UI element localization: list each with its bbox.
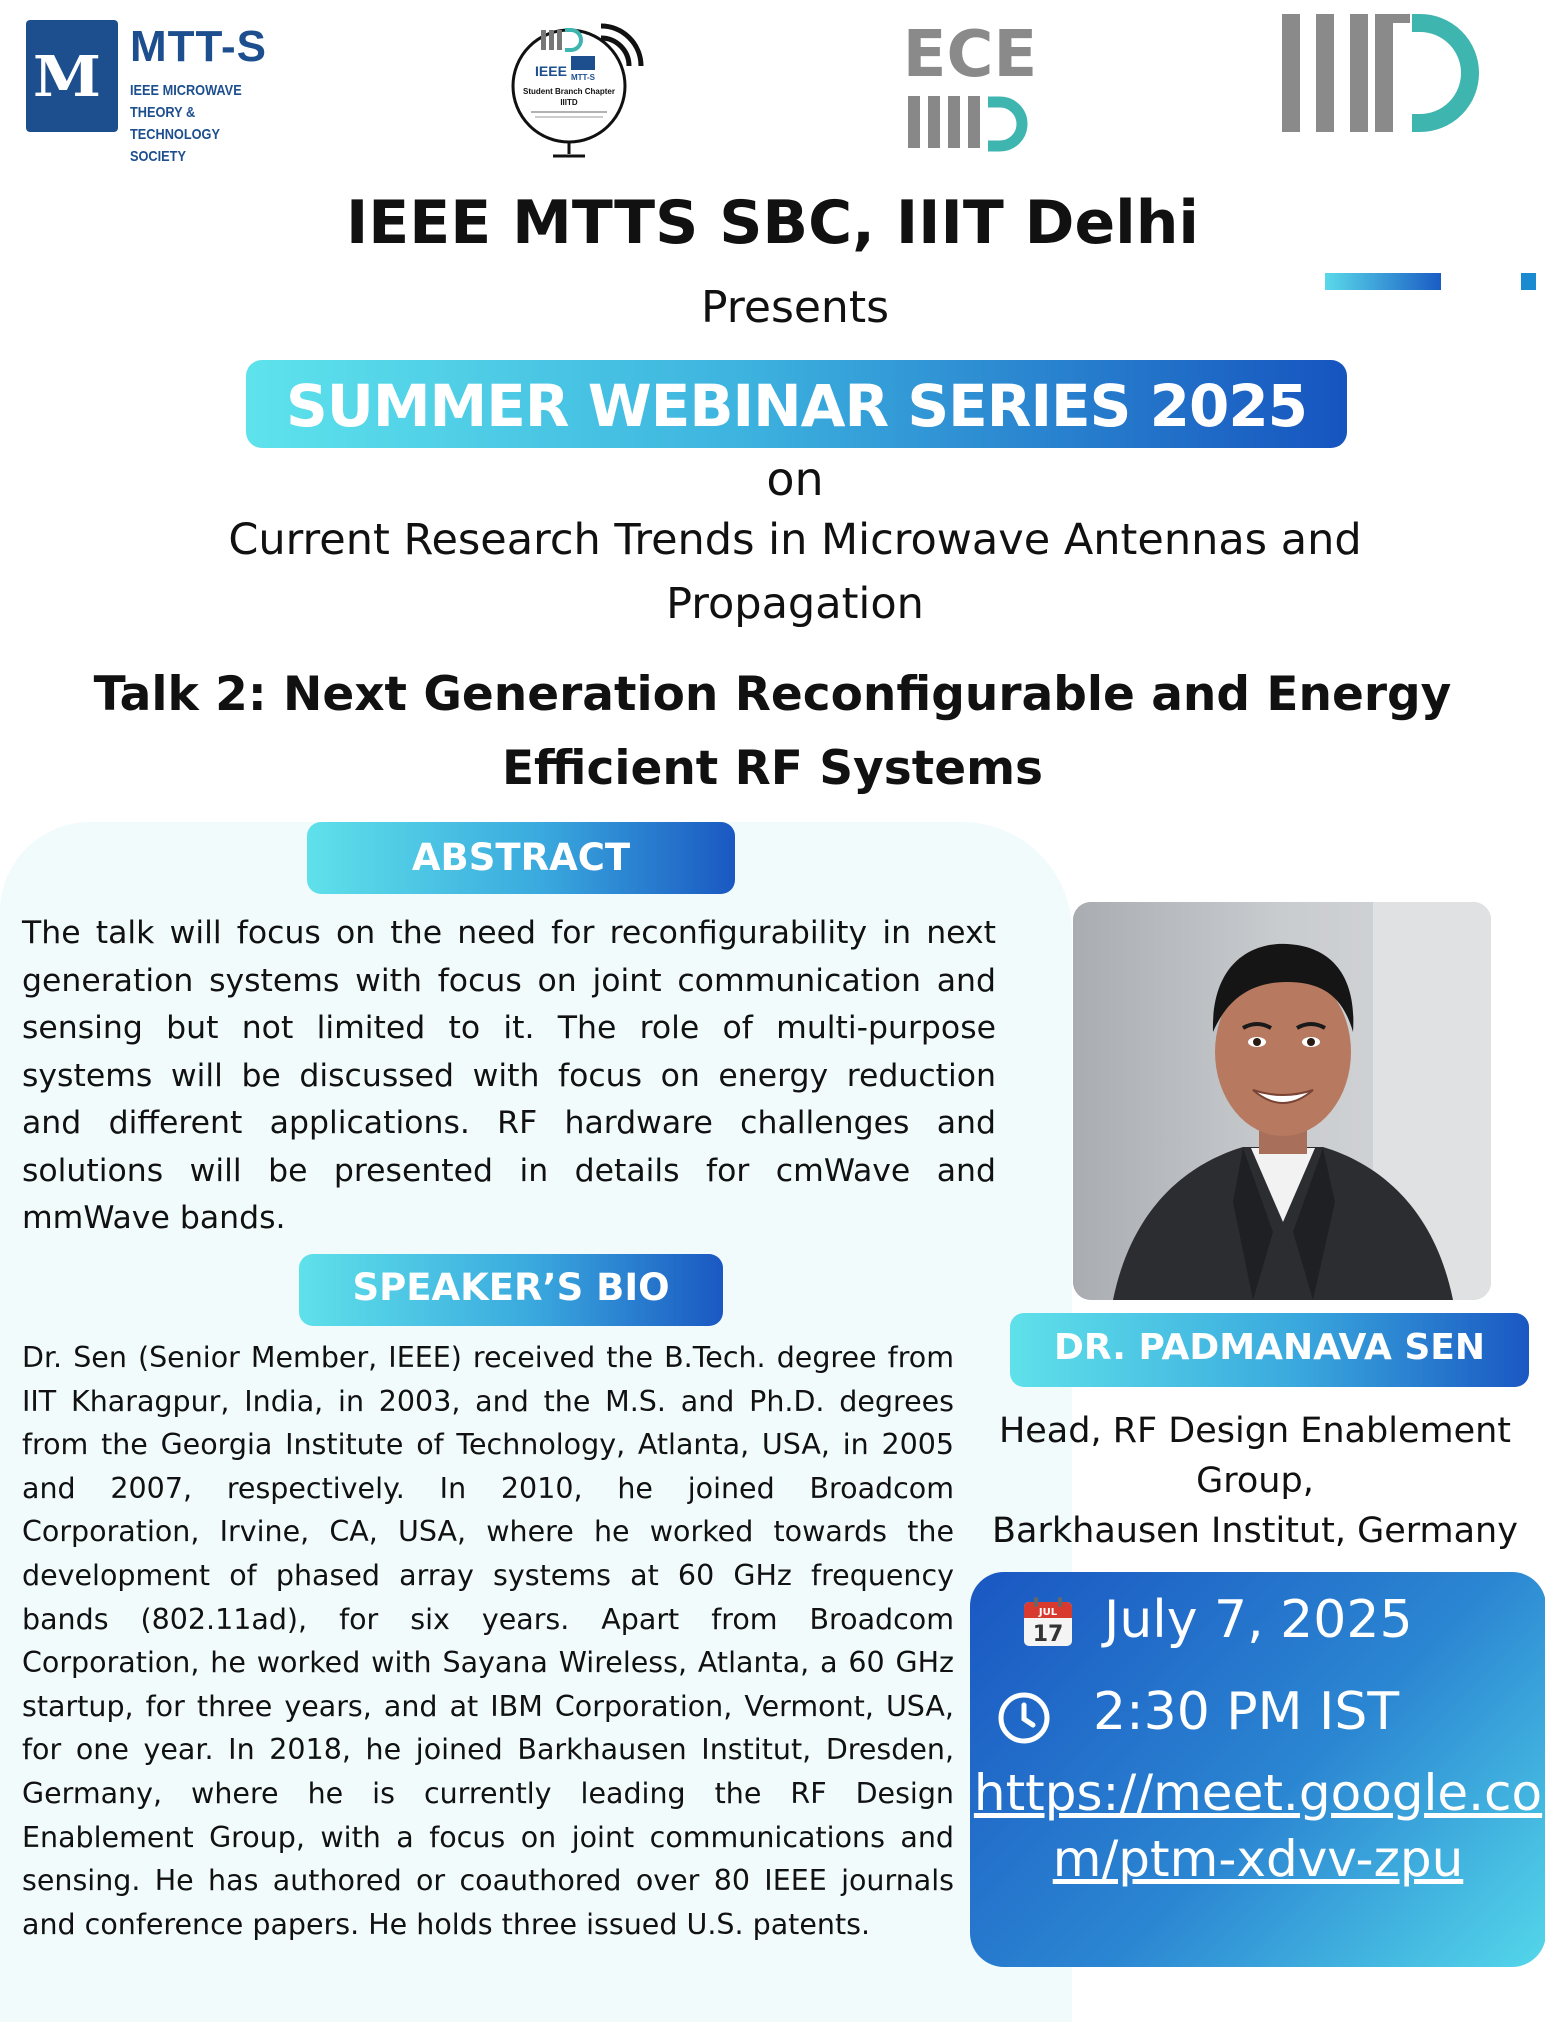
mtts-logo [26, 20, 286, 165]
abstract-text: The talk will focus on the need for reconfigurability in next generation systems with focus on joint communication and sensing but not limited to it. The role of multi-purpose systems will be discussed with focus on energy reduction and different applications. RF hardware challenges and solutions will be presented in details for cmWave and mmWave bands. [22, 915, 996, 1236]
clock-icon [996, 1690, 1052, 1746]
calendar-day: 17 [1032, 1622, 1064, 1647]
speaker-role-line3: Barkhausen Institut, Germany [992, 1511, 1518, 1551]
speaker-name-pill [1010, 1313, 1529, 1387]
ece-text: ECE [902, 18, 1038, 92]
on-text: on [766, 452, 824, 506]
speaker-role-line2: Group, [1196, 1461, 1314, 1501]
series-banner-text: SUMMER WEBINAR SERIES 2025 [285, 372, 1308, 440]
abstract-heading-text: ABSTRACT [411, 836, 631, 879]
mtts-logo-subtitle: IEEE MICROWAVE THEORY & TECHNOLOGY SOCIETY [130, 82, 242, 165]
page-title: IEEE MTTS SBC, IIIT Delhi [345, 188, 1199, 258]
speaker-name: DR. PADMANAVA SEN [1054, 1327, 1485, 1368]
presents-text: Presents [700, 282, 889, 333]
bio-heading-text: SPEAKER’S BIO [352, 1266, 670, 1309]
event-time: 2:30 PM IST [1093, 1682, 1400, 1742]
speaker-role-line1: Head, RF Design Enablement [998, 1411, 1512, 1451]
calendar-icon [1022, 1596, 1074, 1648]
abstract-heading [307, 822, 735, 894]
calendar-month: JUL [1038, 1607, 1058, 1618]
student-branch-chapter-logo [505, 8, 647, 160]
speaker-role [985, 1406, 1525, 1556]
meeting-link[interactable]: https://meet.google.com/ptm-xdvv-zpu [973, 1764, 1543, 1888]
sbc-ieee-text: IEEE [535, 63, 567, 79]
event-date: July 7, 2025 [1104, 1590, 1413, 1650]
series-banner [246, 360, 1347, 448]
sbc-line1: Student Branch Chapter [522, 87, 616, 96]
bio-text: Dr. Sen (Senior Member, IEEE) received the B.Tech. degree from IIT Kharagpur, India, in 2003, and the M.S. and Ph.D. degrees from the Georgia Institute of Technology, Atlanta, USA, in 2005 and 2007, respectively. In 2010, he joined Broadcom Corporation, Irvine, CA, USA, where he worked towards the development of phased array systems at 60 GHz frequency bands (802.11ad), for six years. Apart from Broadcom Corporation, he worked with Sayana Wireless, Atlanta, a 60 GHz startup, for three years, and at IBM Corporation, Vermont, USA, for one year. In 2018, he joined Barkhausen Institut, Dresden, Germany, where he is currently leading the RF Design Enablement Group, with a focus on joint communications and sensing. He has authored or coauthored over 80 IEEE journals and conference papers. He holds three issued U.S. patents. [22, 1341, 954, 1941]
iiitd-logo [1282, 14, 1482, 132]
ece-iiitd-logo [902, 16, 1038, 154]
sbc-mtts-text: MTT-S [571, 73, 595, 82]
sbc-line2: IIITD [560, 98, 578, 107]
talk-title: Talk 2: Next Generation Reconfigurable and Energy Efficient RF Systems [93, 667, 1452, 796]
mtts-logo-title: MTT-S [130, 22, 267, 71]
series-subtitle: Current Research Trends in Microwave Antennas and Propagation [228, 515, 1362, 629]
speaker-photo [1073, 902, 1491, 1300]
mtts-mark-icon: M [26, 20, 118, 132]
bio-heading [299, 1254, 723, 1326]
